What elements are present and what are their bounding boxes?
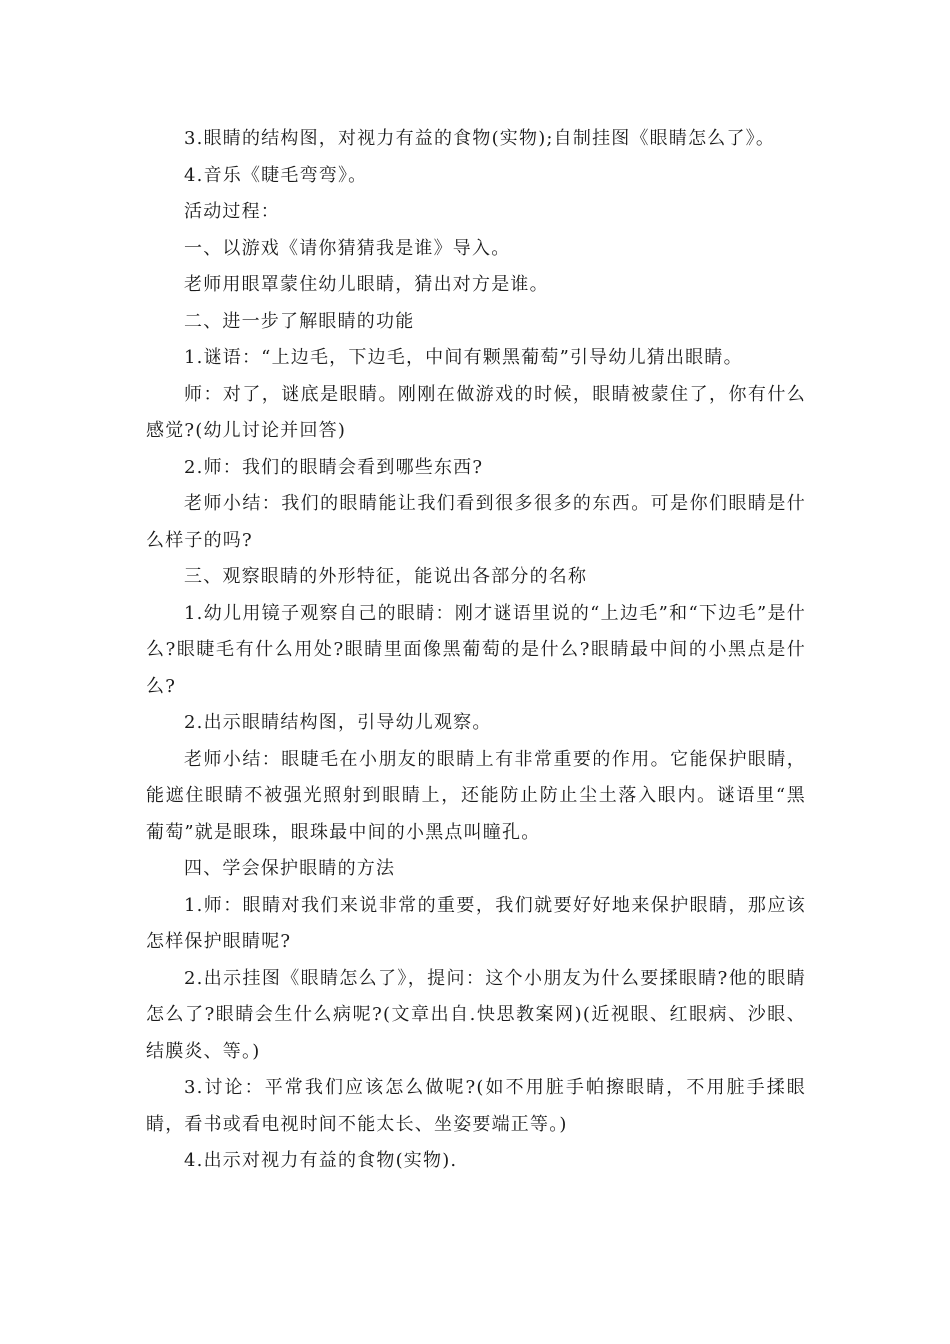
- section-heading: 二、进一步了解眼睛的功能: [184, 310, 415, 332]
- paragraph: 1.师：眼睛对我们来说非常的重要，我们就要好好地来保护眼睛，那应该怎样保护眼睛呢?: [146, 894, 806, 952]
- paragraph: 3.眼睛的结构图，对视力有益的食物(实物);自制挂图《眼睛怎么了》。: [184, 128, 776, 149]
- paragraph: 1.谜语：“上边毛，下边毛，中间有颗黑葡萄”引导幼儿猜出眼睛。: [184, 347, 743, 368]
- paragraph: 老师小结：我们的眼睛能让我们看到很多很多的东西。可是你们眼睛是什么样子的吗?: [146, 493, 806, 551]
- section-heading: 四、学会保护眼睛的方法: [184, 858, 396, 879]
- paragraph: 2.出示眼睛结构图，引导幼儿观察。: [184, 712, 492, 733]
- paragraph: 3.讨论：平常我们应该怎么做呢?(如不用脏手帕擦眼睛，不用脏手揉眼睛，看书或看电视时间不能太长、坐姿要端正等。): [146, 1077, 806, 1135]
- paragraph: 师：对了，谜底是眼睛。刚刚在做游戏的时候，眼睛被蒙住了，你有什么感觉?(幼儿讨论并回答): [146, 383, 806, 441]
- document-body: [146, 121, 806, 1180]
- paragraph: 2.出示挂图《眼睛怎么了》，提问：这个小朋友为什么要揉眼睛?他的眼睛怎么了?眼睛会生什么病呢?(文章出自.快思教案网)(近视眼、红眼病、沙眼、结膜炎、等。): [146, 967, 806, 1062]
- section-heading: 活动过程：: [184, 201, 280, 222]
- paragraph: 4.音乐《睫毛弯弯》。: [184, 164, 368, 186]
- paragraph: 4.出示对视力有益的食物(实物).: [184, 1150, 458, 1171]
- section-heading: 一、以游戏《请你猜猜我是谁》导入。: [184, 237, 511, 259]
- paragraph: 老师用眼罩蒙住幼儿眼睛，猜出对方是谁。: [184, 274, 549, 295]
- section-heading: 三、观察眼睛的外形特征，能说出各部分的名称: [184, 566, 588, 587]
- paragraph: 1.幼儿用镜子观察自己的眼睛：刚才谜语里说的“上边毛”和“下边毛”是什么?眼睫毛有什么用处?眼睛里面像黑葡萄的是什么?眼睛最中间的小黑点是什么?: [146, 602, 806, 697]
- paragraph: 2.师：我们的眼睛会看到哪些东西?: [184, 456, 484, 478]
- paragraph: 老师小结：眼睫毛在小朋友的眼睛上有非常重要的作用。它能保护眼睛，能遮住眼睛不被强光照射到眼睛上，还能防止防止尘土落入眼内。谜语里“黑葡萄”就是眼珠，眼珠最中间的小黑点叫瞳孔。: [146, 748, 806, 843]
